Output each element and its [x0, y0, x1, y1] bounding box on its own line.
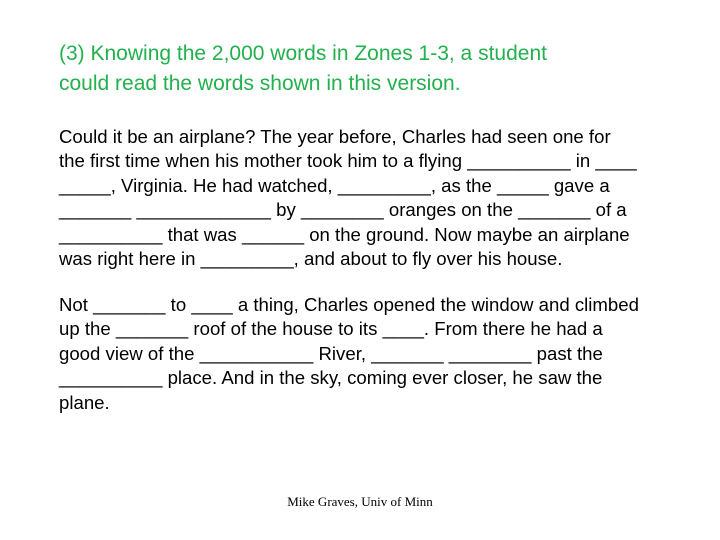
paragraph-line: was right here in _________, and about to fly over his house. [59, 248, 563, 270]
heading-line: (3) Knowing the 2,000 words in Zones 1-3, a student [59, 42, 547, 65]
paragraph-line: up the _______ roof of the house to its ____. From there he had a [59, 318, 603, 340]
paragraph-line: good view of the ___________ River, _______ ________ past the [59, 342, 603, 364]
paragraph-line: the first time when his mother took him to a flying __________ in ____ [59, 150, 637, 172]
paragraph-second [59, 293, 699, 415]
paragraph-line: plane. [59, 391, 110, 413]
paragraph-line: __________ that was ______ on the ground. Now maybe an airplane [59, 223, 630, 245]
slide-footer: Mike Graves, Univ of Minn [287, 494, 433, 509]
paragraph-line: __________ place. And in the sky, coming ever closer, he saw the [59, 367, 603, 389]
slide-heading [59, 39, 689, 99]
paragraph-line: _____, Virginia. He had watched, _________, as the _____ gave a [59, 174, 610, 196]
paragraph-line: _______ _____________ by ________ oranges on the _______ of a [59, 199, 627, 221]
heading-line: could read the words shown in this version. [59, 72, 461, 95]
paragraph-line: Could it be an airplane? The year before, Charles had seen one for [59, 126, 611, 147]
paragraph-line: Not _______ to ____ a thing, Charles opened the window and climbed [59, 294, 639, 315]
paragraph-first [59, 125, 699, 271]
